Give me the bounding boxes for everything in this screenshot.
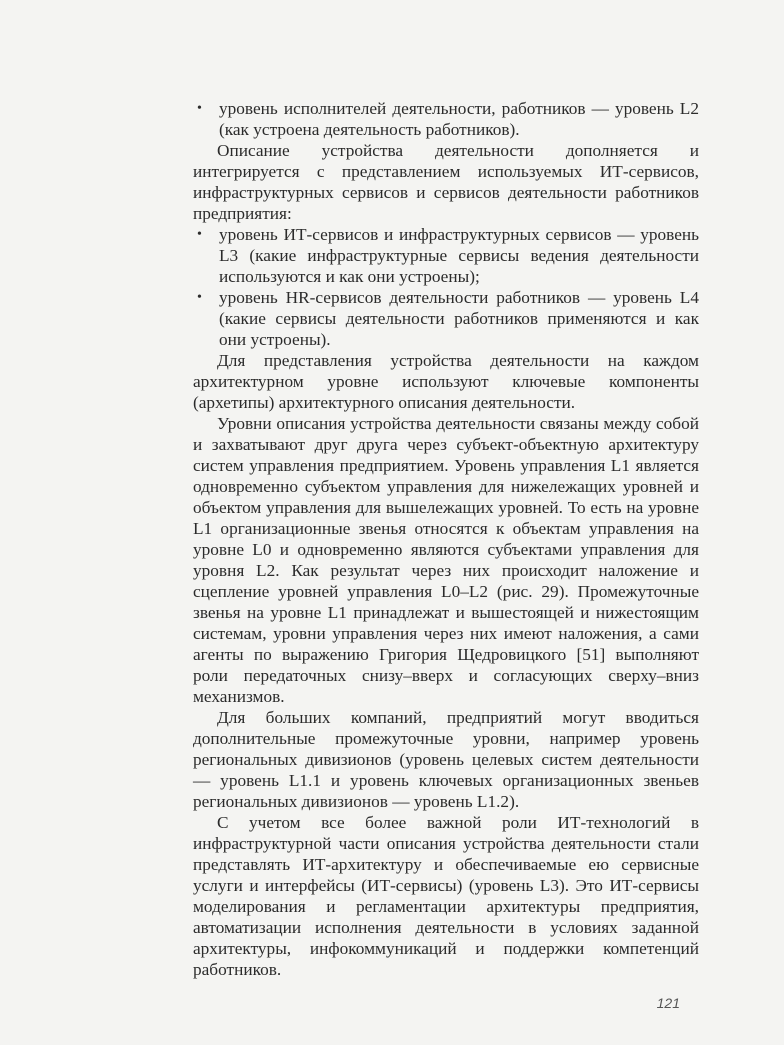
- paragraph: Для представления устройства деятельности на каждом архитектурном уровне используют ключевые компоненты (архетипы) архитектурного описания деятельности.: [193, 351, 699, 412]
- paragraph: Описание устройства деятельности дополняется и интегрируется с представлением используемых ИТ-сервисов, инфраструктурных сервисов и сервисов деятельности работников предприятия:: [193, 141, 699, 223]
- bullet-item: • уровень исполнителей деятельности, работников — уровень L2 (как устроена деятельность работников).: [193, 98, 699, 140]
- bullet-item: • уровень HR-сервисов деятельности работников — уровень L4 (какие сервисы деятельности работников применяются и как они устроены).: [193, 287, 699, 350]
- paragraph: Уровни описания устройства деятельности связаны между собой и захватывают друг друга через субъект-объектную архитектуру систем управления предприятием. Уровень управления L1 является одновременно субъектом управления для нижележащих уровней и объектом управления для вышележащих уровней. То есть на уровне L1 организационные звенья относятся к объектам управления на уровне L0 и одновременно являются субъектами управления для уровня L2. Как результат через них происходит наложение и сцепление уровней управления L0–L2 (рис. 29). Промежуточные звенья на уровне L1 принадлежат и вышестоящей и нижестоящим системам, уровни управления через них имеют наложения, а сами агенты по выражению Григория Щедровицкого [51] выполняют роли передаточных снизу–вверх и согласующих сверху–вниз механизмов.: [193, 414, 699, 706]
- bullet-item: • уровень ИТ-сервисов и инфраструктурных сервисов — уровень L3 (какие инфраструктурные сервисы ведения деятельности используются и как они устроены);: [193, 224, 699, 287]
- page-text-body: [193, 98, 699, 980]
- paragraph: С учетом все более важной роли ИТ-технологий в инфраструктурной части описания устройства деятельности стали представлять ИТ-архитектуру и обеспечиваемые ею сервисные услуги и интерфейсы (ИТ-сервисы) (уровень L3). Это ИТ-сервисы моделирования и регламентации архитектуры предприятия, автоматизации исполнения деятельности в условиях заданной архитектуры, инфокоммуникаций и поддержки компетенций работников.: [193, 813, 699, 979]
- page-number: 121: [656, 995, 680, 1011]
- paragraph: Для больших компаний, предприятий могут вводиться дополнительные промежуточные уровни, например уровень региональных дивизионов (уровень целевых систем деятельности — уровень L1.1 и уровень ключевых организационных звеньев региональных дивизионов — уровень L1.2).: [193, 708, 699, 811]
